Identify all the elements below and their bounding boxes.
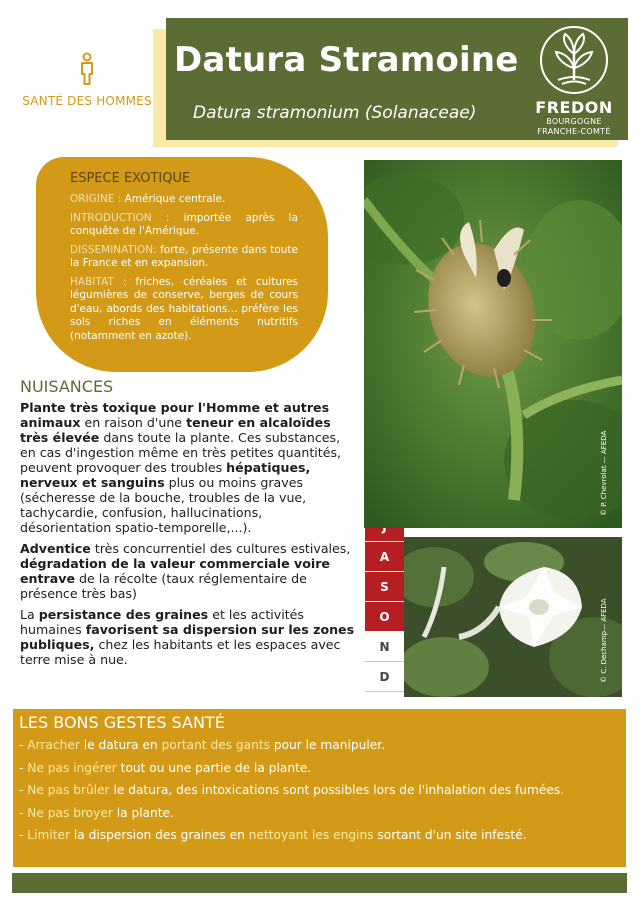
page-title: Datura Stramoine — [174, 40, 519, 80]
text-run: la dispersion des graines en — [70, 828, 249, 842]
nuisances-paragraph-2 — [20, 541, 355, 601]
nuisances-paragraph-3 — [20, 607, 355, 667]
text-run: dans toute la plante. Ces substances, en cas d'ingestion même en très petites quantités, peuvent provoquer des troubles — [20, 430, 342, 475]
good-practices-heading: LES BONS GESTES SANTÉ — [19, 713, 225, 732]
month-cell: D — [365, 662, 404, 692]
text-run: la plante. — [112, 805, 174, 820]
month-cell: S — [365, 572, 404, 602]
seed-capsule-photo — [364, 160, 622, 528]
month-cell: A — [365, 542, 404, 572]
text-run: favorisent sa dispersion sur les zones publiques, — [20, 622, 355, 652]
text-run: - — [19, 783, 28, 797]
text-run: en raison d'une — [80, 415, 187, 430]
text-run: Ne pas broyer — [27, 805, 113, 820]
text-run: Ne pas brûler — [27, 783, 110, 797]
text-run: teneur en alcaloïdes très élevée — [20, 415, 331, 445]
text-run: Ne pas ingérer — [27, 760, 117, 775]
text-run: le datura, des intoxications sont possibles lors de l'inhalation des fumées. — [109, 783, 565, 797]
text-run: - — [19, 760, 28, 775]
latin-name: Datura stramonium (Solanaceae) — [193, 103, 477, 123]
nuisances-heading: NUISANCES — [20, 377, 114, 396]
good-practices-box — [13, 709, 626, 867]
text-run: très concurrentiel des cultures estivales, — [90, 541, 351, 556]
logo-brand: FREDON — [535, 98, 613, 117]
plant-logo-icon — [538, 24, 610, 96]
photo-credit-bottom: © C. Dechamp— AFEDA — [600, 598, 608, 683]
profile-origin: ORIGINE : Amérique centrale. — [70, 193, 226, 205]
logo-region-1: BOURGOGNE — [546, 117, 602, 126]
flower-photo — [404, 537, 622, 697]
month-cell: N — [365, 632, 404, 662]
good-practice-item — [19, 738, 620, 753]
photo-credit-top: © P. Chevrolat — AFEDA — [600, 430, 608, 516]
text-run: le datura en — [79, 738, 162, 752]
text-run: Arracher — [27, 738, 80, 752]
text-run: persistance des graines — [38, 607, 209, 622]
species-profile-box — [36, 157, 328, 372]
text-run: chez les habitants et les espaces avec terre mise à nue. — [20, 637, 341, 667]
category-tag — [12, 52, 162, 109]
title-block — [166, 18, 628, 140]
text-run: - — [19, 805, 28, 820]
text-run: tout ou une partie de la plante. — [116, 760, 312, 775]
footer-bar — [12, 873, 627, 893]
good-practice-item — [19, 828, 620, 843]
good-practice-item — [19, 806, 620, 821]
fredon-logo — [528, 24, 620, 137]
text-run: portant des gants — [161, 738, 270, 752]
nuisances-body — [20, 400, 355, 673]
good-practice-item — [19, 783, 620, 798]
good-practice-item — [19, 761, 620, 776]
text-run: dégradation de la valeur commerciale voire entrave — [20, 556, 330, 586]
profile-introduction: INTRODUCTION : importée après la conquête de l'Amérique. — [70, 211, 298, 237]
text-run: Adventice — [20, 541, 91, 556]
text-run: Limiter — [27, 828, 71, 842]
nuisances-paragraph-1 — [20, 400, 355, 535]
text-run: Plante très toxique pour l'Homme et autres animaux — [20, 400, 330, 430]
text-run: - — [19, 828, 28, 842]
seed-capsule-image — [364, 160, 622, 528]
profile-dissemination: DISSEMINATION: forte, présente dans toute la France et en expansion. — [70, 243, 298, 269]
flower-image — [404, 537, 622, 697]
text-run: plus ou moins graves (sécheresse de la bouche, troubles de la vue, tachycardie, confusion, hallucinations, désorientation spatio-temporelle,...). — [20, 475, 307, 535]
profile-habitat: HABITAT : friches, céréales et cultures légumières de conserve, berges de cours d'eau, abords des habitations... préfère les sols riches en éléments nutritifs (notamment en azote). — [70, 275, 298, 342]
profile-heading: ESPECE EXOTIQUE — [70, 171, 191, 186]
text-run: - — [19, 738, 28, 752]
text-run: nettoyant les engins — [248, 828, 374, 842]
person-icon — [78, 52, 96, 86]
text-run: de la récolte (taux réglementaire de présence très bas) — [20, 571, 307, 601]
text-run: sortant d'un site infesté. — [373, 828, 527, 842]
logo-region-2: FRANCHE-COMTÉ — [537, 127, 611, 136]
good-practices-list — [19, 738, 620, 843]
category-label: SANTÉ DES HOMMES — [22, 94, 152, 108]
text-run: La — [20, 607, 39, 622]
month-cell: O — [365, 602, 404, 632]
text-run: hépatiques, nerveux et sanguins — [20, 460, 311, 490]
text-run: pour le manipuler. — [269, 738, 385, 752]
text-run: et les activités humaines — [20, 607, 304, 637]
